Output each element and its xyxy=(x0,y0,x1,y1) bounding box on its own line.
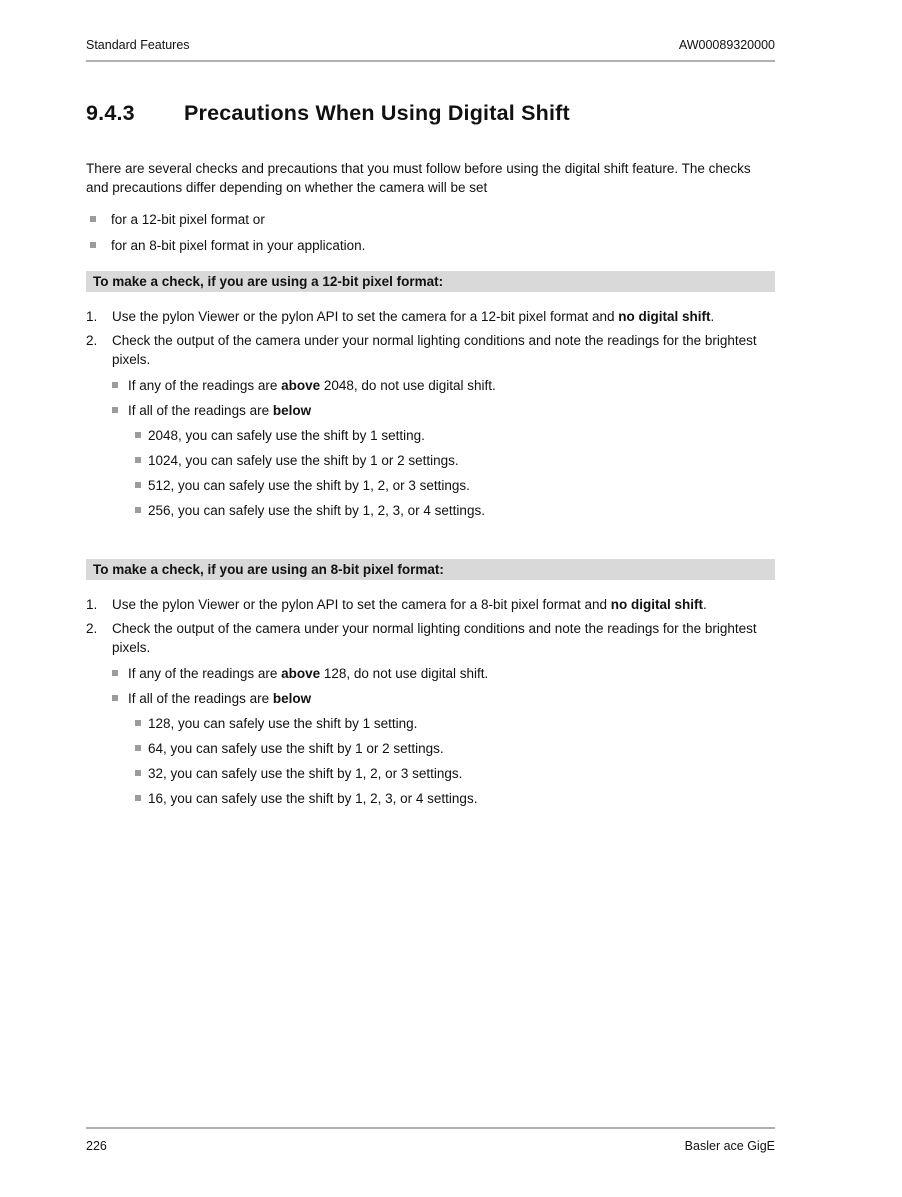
step-text: Use the pylon Viewer or the pylon API to set the camera for a 8-bit pixel format and no digital shift. xyxy=(112,597,707,612)
step-number: 1. xyxy=(86,597,98,612)
threshold-list xyxy=(135,714,775,808)
bullet-square-icon xyxy=(112,670,118,676)
threshold-item xyxy=(135,476,775,495)
threshold-text: 64, you can safely use the shift by 1 or 2 settings. xyxy=(148,741,444,756)
bullet-square-icon xyxy=(135,770,141,776)
header-doc-id: AW00089320000 xyxy=(678,38,775,52)
bullet-square-icon xyxy=(135,432,141,438)
check-item xyxy=(112,689,775,708)
step-number: 2. xyxy=(86,333,98,348)
step-item xyxy=(86,331,775,369)
bullet-square-icon xyxy=(90,216,96,222)
bullet-square-icon xyxy=(135,720,141,726)
check-item xyxy=(112,664,775,683)
check-list xyxy=(112,664,775,708)
section-number: 9.4.3 xyxy=(86,101,135,125)
threshold-text: 128, you can safely use the shift by 1 setting. xyxy=(148,716,418,731)
threshold-item xyxy=(135,501,775,520)
header-section-label: Standard Features xyxy=(86,38,190,52)
check-item xyxy=(112,376,775,395)
threshold-item xyxy=(135,426,775,445)
threshold-text: 512, you can safely use the shift by 1, 2, or 3 settings. xyxy=(148,478,470,493)
page-header xyxy=(86,38,775,62)
bullet-square-icon xyxy=(112,382,118,388)
threshold-item xyxy=(135,451,775,470)
section-heading-bar: To make a check, if you are using a 12-bit pixel format: xyxy=(86,271,775,292)
page-number: 226 xyxy=(86,1139,107,1153)
list-item xyxy=(86,236,775,255)
bullet-square-icon xyxy=(112,695,118,701)
check-list xyxy=(112,376,775,420)
list-item xyxy=(86,210,775,229)
step-number: 1. xyxy=(86,309,98,324)
threshold-text: 256, you can safely use the shift by 1, 2, 3, or 4 settings. xyxy=(148,503,485,518)
threshold-text: 32, you can safely use the shift by 1, 2, or 3 settings. xyxy=(148,766,463,781)
bullet-square-icon xyxy=(135,745,141,751)
intro-paragraph: There are several checks and precautions that you must follow before using the digital shift feature. The checks and precautions differ depending on whether the camera will be set xyxy=(86,161,751,195)
bullet-square-icon xyxy=(135,507,141,513)
check-text: If any of the readings are above 2048, do not use digital shift. xyxy=(128,378,496,393)
footer-doc-name: Basler ace GigE xyxy=(684,1139,775,1153)
threshold-item xyxy=(135,789,775,808)
check-text: If all of the readings are below xyxy=(128,403,312,418)
step-number: 2. xyxy=(86,621,98,636)
check-text: If any of the readings are above 128, do not use digital shift. xyxy=(128,666,489,681)
step-item xyxy=(86,619,775,657)
section-title xyxy=(86,100,775,126)
list-item-text: for a 12-bit pixel format or xyxy=(111,212,265,227)
bullet-square-icon xyxy=(135,795,141,801)
check-item xyxy=(112,401,775,420)
list-item-text: for an 8-bit pixel format in your application. xyxy=(111,238,366,253)
threshold-item xyxy=(135,739,775,758)
threshold-item xyxy=(135,714,775,733)
bullet-square-icon xyxy=(90,242,96,248)
step-text: Check the output of the camera under your normal lighting conditions and note the readings for the brightest pixels. xyxy=(112,621,757,655)
bullet-square-icon xyxy=(135,457,141,463)
threshold-item xyxy=(135,764,775,783)
bullet-square-icon xyxy=(135,482,141,488)
bullet-square-icon xyxy=(112,407,118,413)
threshold-list xyxy=(135,426,775,520)
threshold-text: 1024, you can safely use the shift by 1 or 2 settings. xyxy=(148,453,459,468)
check-text: If all of the readings are below xyxy=(128,691,312,706)
step-text: Check the output of the camera under your normal lighting conditions and note the readings for the brightest pixels. xyxy=(112,333,757,367)
threshold-text: 16, you can safely use the shift by 1, 2, 3, or 4 settings. xyxy=(148,791,478,806)
section-title-text: Precautions When Using Digital Shift xyxy=(184,101,570,125)
step-item xyxy=(86,307,775,326)
step-item xyxy=(86,595,775,614)
threshold-text: 2048, you can safely use the shift by 1 setting. xyxy=(148,428,425,443)
step-text: Use the pylon Viewer or the pylon API to set the camera for a 12-bit pixel format and no digital shift. xyxy=(112,309,715,324)
section-heading-bar: To make a check, if you are using an 8-bit pixel format: xyxy=(86,559,775,580)
page-footer xyxy=(86,1127,775,1153)
page-content xyxy=(86,100,775,814)
